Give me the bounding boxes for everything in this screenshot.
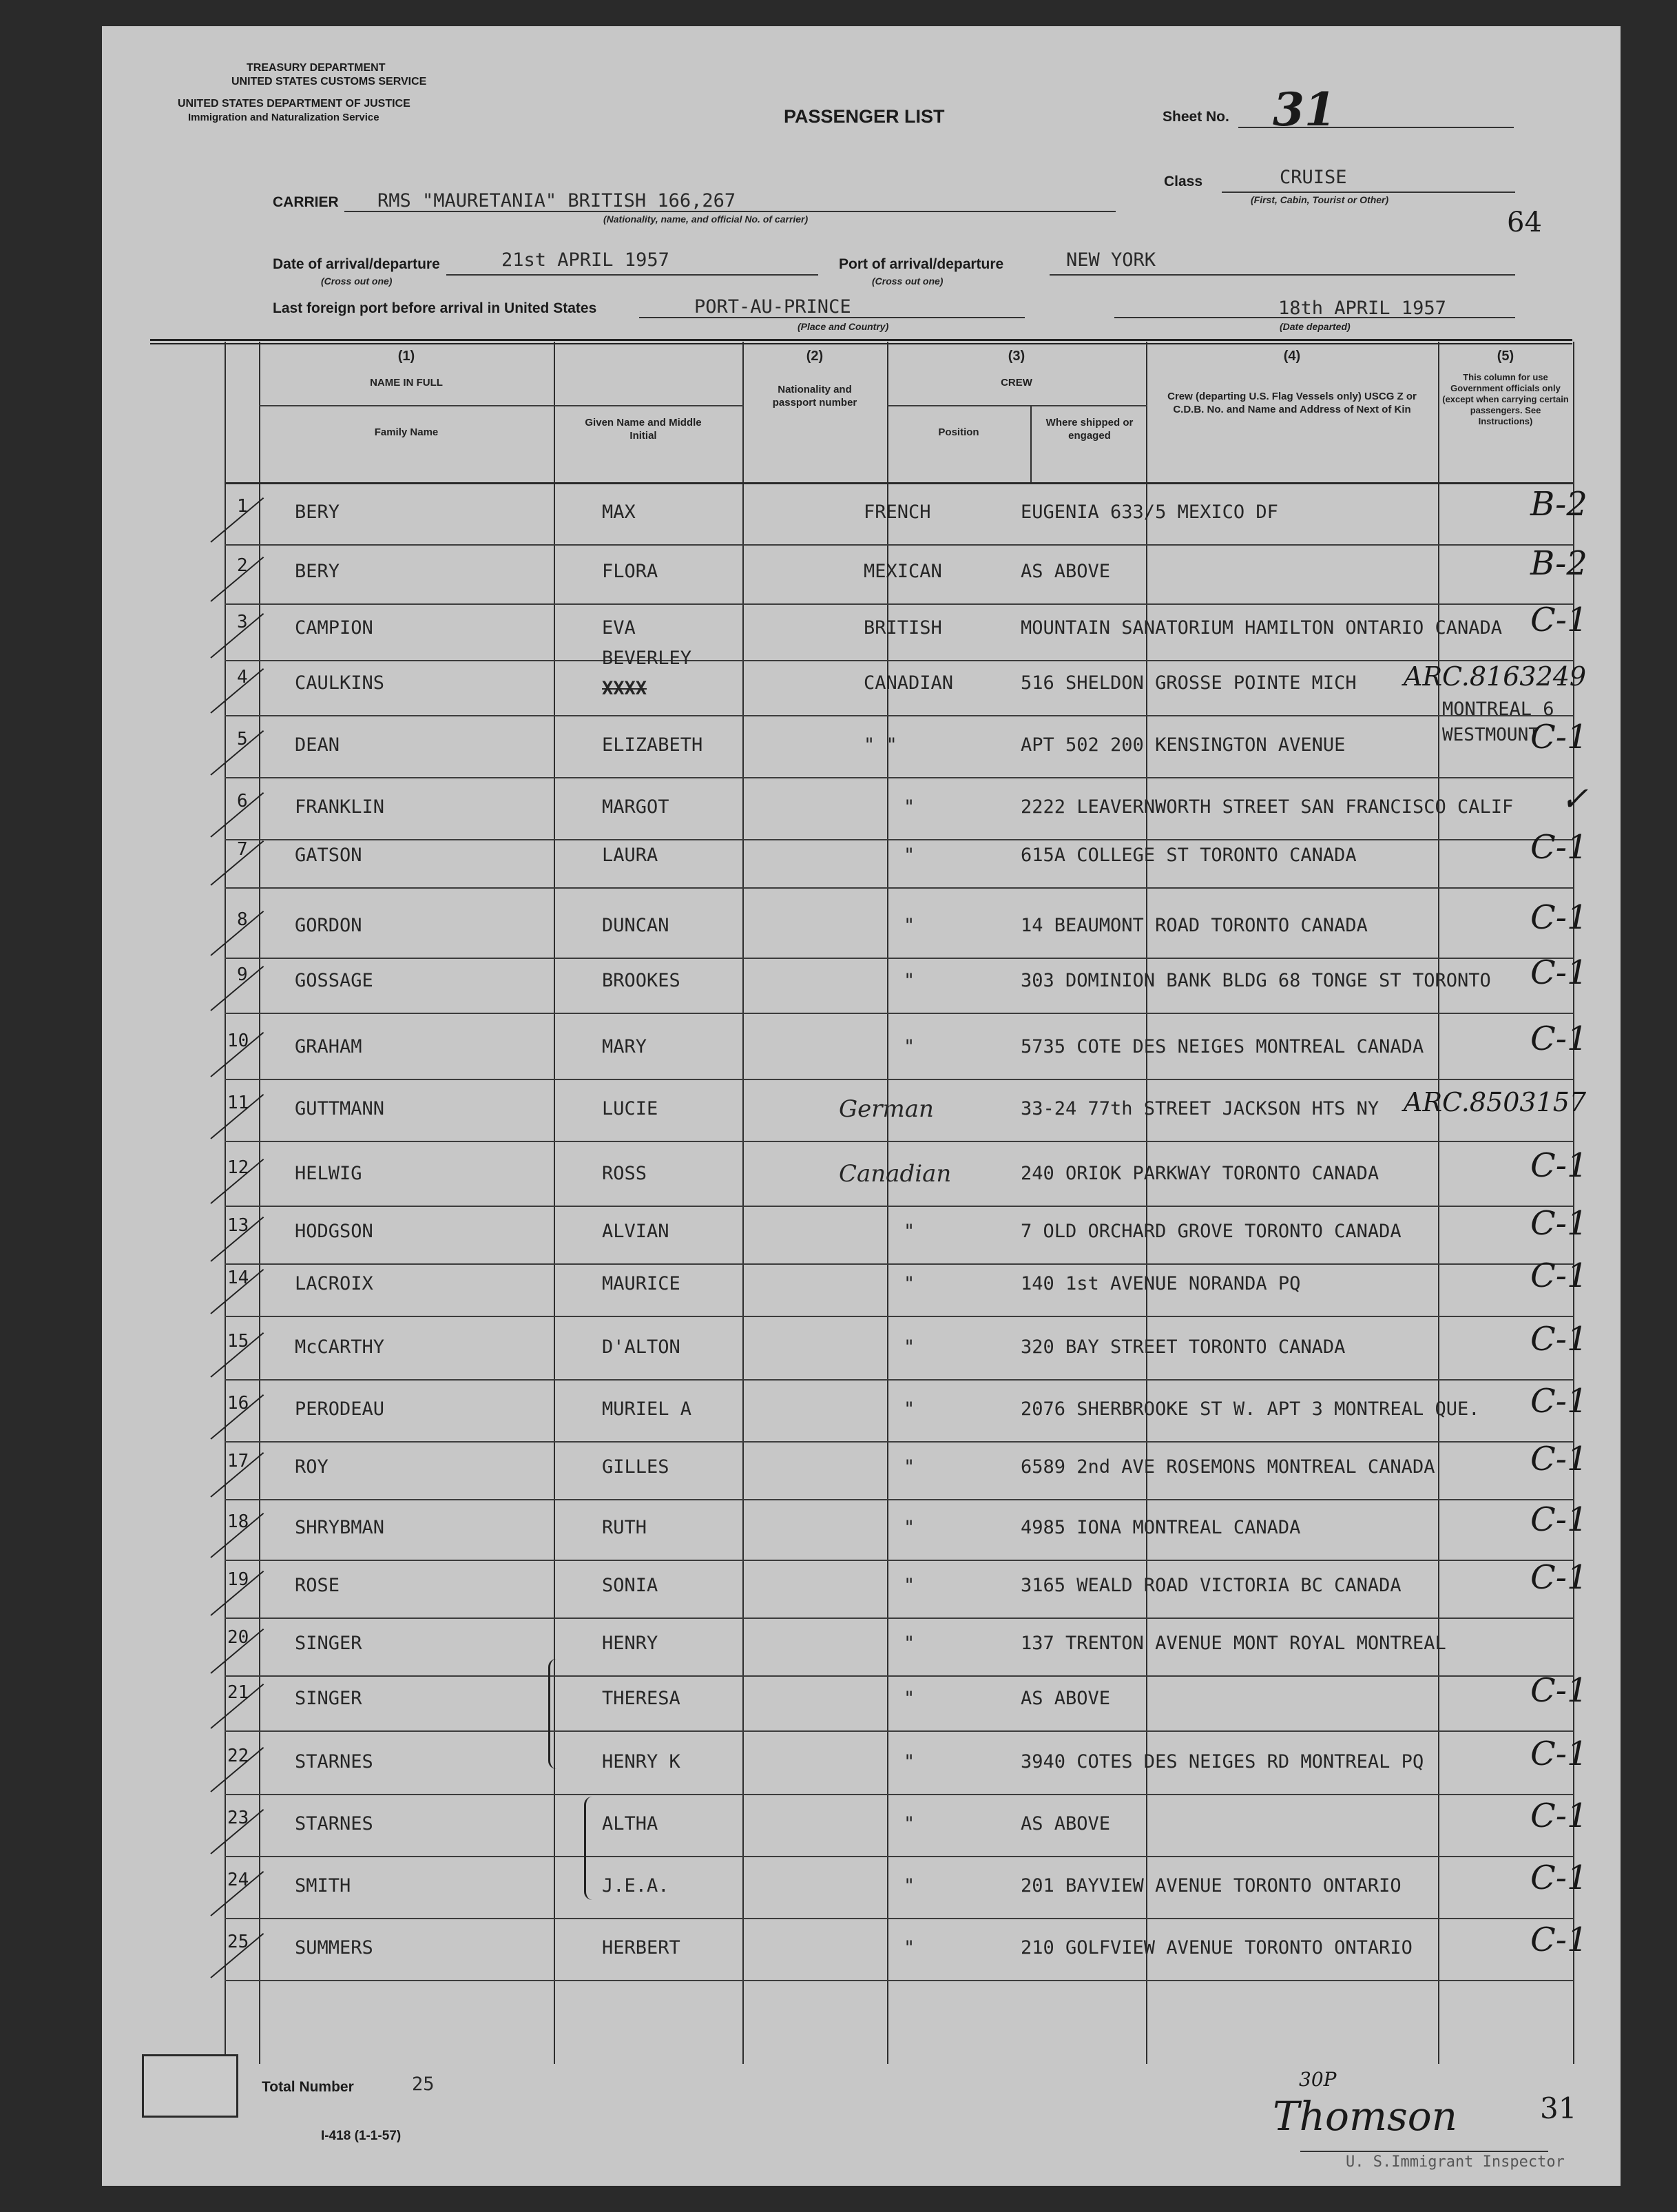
port-value: NEW YORK [1066, 249, 1156, 271]
given-name: ROSS [602, 1163, 647, 1184]
row-divider [225, 1441, 1573, 1443]
given-name: ALTHA [602, 1813, 658, 1834]
col1-family-header: Family Name [374, 426, 439, 438]
given-name-struck: XXXX [602, 678, 647, 699]
lastport-caption: (Place and Country) [798, 321, 889, 332]
nationality: " [904, 915, 915, 936]
carrier-label: CARRIER [273, 194, 339, 210]
address-next-of-kin: 2076 SHERBROOKE ST W. APT 3 MONTREAL QUE. [1021, 1398, 1480, 1420]
signature-count: 31 [1540, 2091, 1577, 2125]
nationality: " [904, 1875, 915, 1896]
row-number: 24 [227, 1870, 249, 1890]
carrier-value: RMS "MAURETANIA" BRITISH 166,267 [377, 190, 736, 211]
address-next-of-kin: 137 TRENTON AVENUE MONT ROYAL MONTREAL [1021, 1633, 1446, 1654]
nationality: " [904, 1036, 915, 1057]
col5-title: This column for use Government officials only (except when carrying certain passengers. See Instructions) [1442, 372, 1569, 426]
family-name: ROY [295, 1456, 329, 1478]
family-name: GUTTMANN [295, 1098, 385, 1119]
address-next-of-kin: 140 1st AVENUE NORANDA PQ [1021, 1273, 1301, 1294]
given-name: MAX [602, 502, 636, 523]
family-name: BERY [295, 561, 340, 582]
class-label: Class [1164, 174, 1203, 189]
form-number: I-418 (1-1-57) [321, 2129, 402, 2143]
nationality: German [839, 1095, 934, 1123]
col4-number: (4) [1283, 349, 1301, 364]
inspector-mark: C-1 [1530, 1320, 1588, 1358]
inspector-mark: C-1 [1530, 1440, 1588, 1478]
address-next-of-kin: AS ABOVE [1021, 1813, 1111, 1834]
row-divider [225, 1560, 1573, 1561]
inspector-mark: C-1 [1530, 601, 1588, 639]
address-extra-2: WESTMOUNT [1442, 725, 1539, 745]
col3-number: (3) [1008, 349, 1025, 364]
row-divider [225, 958, 1573, 959]
given-name: BROOKES [602, 970, 680, 991]
row-divider [225, 1794, 1573, 1795]
nationality: FRENCH [864, 502, 931, 523]
inspector-mark: C-1 [1530, 1500, 1588, 1539]
address-next-of-kin: 6589 2nd AVE ROSEMONS MONTREAL CANADA [1021, 1456, 1435, 1478]
date-caption: (Cross out one) [321, 276, 393, 287]
given-name: BEVERLEY [602, 648, 692, 669]
address-next-of-kin: 7 OLD ORCHARD GROVE TORONTO CANADA [1021, 1221, 1402, 1242]
given-name: SONIA [602, 1575, 658, 1596]
address-next-of-kin: 3165 WEALD ROAD VICTORIA BC CANADA [1021, 1575, 1402, 1596]
agency-line-1: TREASURY DEPARTMENT [247, 62, 386, 74]
given-name: LUCIE [602, 1098, 658, 1119]
col1-given-header: Given Name and Middle Initial [585, 417, 702, 442]
handwritten-bracket [548, 1659, 560, 1769]
family-name: SUMMERS [295, 1937, 373, 1958]
address-next-of-kin: 516 SHELDON GROSSE POINTE MICH [1021, 672, 1357, 694]
row-number: 18 [227, 1511, 249, 1532]
class-value: CRUISE [1280, 167, 1347, 188]
row-divider [225, 1141, 1573, 1142]
nationality: " [904, 1273, 915, 1294]
nationality: " [904, 1221, 915, 1242]
inspector-mark: C-1 [1530, 1204, 1588, 1243]
row-number: 12 [227, 1157, 249, 1178]
signature-note: 30P [1299, 2068, 1337, 2091]
row-number: 11 [227, 1093, 249, 1113]
family-name: GOSSAGE [295, 970, 373, 991]
row-number: 13 [227, 1215, 249, 1236]
row-number: 2 [237, 555, 248, 576]
address-next-of-kin: 615A COLLEGE ST TORONTO CANADA [1021, 845, 1357, 866]
row-divider [225, 1379, 1573, 1381]
row-divider [225, 839, 1573, 840]
row-number: 16 [227, 1393, 249, 1414]
inspector-mark: B-2 [1530, 485, 1587, 524]
family-name: STARNES [295, 1751, 373, 1772]
inspector-mark: C-1 [1530, 828, 1588, 867]
inspector-mark: C-1 [1530, 1921, 1588, 1959]
inspector-mark: C-1 [1530, 718, 1588, 756]
carrier-caption: (Nationality, name, and official No. of carrier) [603, 214, 809, 225]
nationality: " [904, 1517, 915, 1538]
col4-title: Crew (departing U.S. Flag Vessels only) USCG Z or C.D.B. No. and Name and Address of Next of Kin [1167, 391, 1417, 415]
given-name: MAURICE [602, 1273, 680, 1294]
address-next-of-kin: 33-24 77th STREET JACKSON HTS NY [1021, 1098, 1379, 1119]
inspector-mark: ARC.8503157 [1404, 1087, 1587, 1117]
given-name: GILLES [602, 1456, 669, 1478]
family-name: PERODEAU [295, 1398, 385, 1420]
col3-title: CREW [1001, 377, 1032, 389]
departed-caption: (Date departed) [1280, 321, 1351, 332]
family-name: SINGER [295, 1633, 362, 1654]
inspector-mark: ✓ [1561, 780, 1589, 818]
family-name: HELWIG [295, 1163, 362, 1184]
given-name: HERBERT [602, 1937, 680, 1958]
sheet-number: 31 [1273, 83, 1336, 136]
address-next-of-kin: 240 ORIOK PARKWAY TORONTO CANADA [1021, 1163, 1379, 1184]
col5-number: (5) [1497, 349, 1514, 364]
row-divider [225, 1730, 1573, 1732]
inspector-mark: C-1 [1530, 1671, 1588, 1710]
family-name: SINGER [295, 1688, 362, 1709]
row-number: 5 [237, 729, 248, 750]
family-name: GRAHAM [295, 1036, 362, 1057]
inspector-caption: U. S.Immigrant Inspector [1346, 2153, 1565, 2171]
address-next-of-kin: 201 BAYVIEW AVENUE TORONTO ONTARIO [1021, 1875, 1402, 1896]
family-name: BERY [295, 502, 340, 523]
family-name: SMITH [295, 1875, 351, 1896]
row-divider [225, 1856, 1573, 1857]
inspector-mark: C-1 [1530, 898, 1588, 937]
port-label: Port of arrival/departure [839, 256, 1004, 272]
row-number: 10 [227, 1031, 249, 1051]
inspector-mark: C-1 [1530, 1257, 1588, 1295]
nationality: " [904, 1751, 915, 1772]
col2-number: (2) [806, 349, 824, 364]
family-name: SHRYBMAN [295, 1517, 385, 1538]
address-next-of-kin: 3940 COTES DES NEIGES RD MONTREAL PQ [1021, 1751, 1424, 1772]
row-number: 23 [227, 1808, 249, 1828]
nationality: " [904, 1813, 915, 1834]
nationality: " [904, 796, 915, 818]
row-divider [225, 715, 1573, 716]
given-name: DUNCAN [602, 915, 669, 936]
row-number: 22 [227, 1746, 249, 1766]
page-number: 64 [1507, 207, 1542, 238]
given-name: HENRY [602, 1633, 658, 1654]
row-divider [225, 887, 1573, 889]
family-name: GORDON [295, 915, 362, 936]
row-divider [225, 1918, 1573, 1919]
nationality: " [904, 1633, 915, 1654]
given-name: EVA [602, 617, 636, 639]
nationality: CANADIAN [864, 672, 954, 694]
row-divider [225, 660, 1573, 661]
address-next-of-kin: APT 502 200 KENSINGTON AVENUE [1021, 734, 1346, 756]
given-name: ALVIAN [602, 1221, 669, 1242]
inspector-mark: C-1 [1530, 1020, 1588, 1058]
family-name: ROSE [295, 1575, 340, 1596]
address-next-of-kin: AS ABOVE [1021, 561, 1111, 582]
inspector-mark: C-1 [1530, 1735, 1588, 1773]
sheet-label: Sheet No. [1163, 109, 1229, 125]
col3-position-header: Position [938, 426, 979, 438]
row-number: 19 [227, 1569, 249, 1590]
address-next-of-kin: AS ABOVE [1021, 1688, 1111, 1709]
row-number: 21 [227, 1682, 249, 1703]
row-number: 14 [227, 1268, 249, 1288]
given-name: MURIEL A [602, 1398, 692, 1420]
agency-line-2: UNITED STATES CUSTOMS SERVICE [231, 76, 427, 87]
address-next-of-kin: 320 BAY STREET TORONTO CANADA [1021, 1336, 1346, 1358]
col1-title: NAME IN FULL [370, 377, 443, 389]
address-next-of-kin: 14 BEAUMONT ROAD TORONTO CANADA [1021, 915, 1368, 936]
row-divider [225, 603, 1573, 605]
row-divider [225, 544, 1573, 546]
family-name: STARNES [295, 1813, 373, 1834]
address-next-of-kin: 5735 COTE DES NEIGES MONTREAL CANADA [1021, 1036, 1424, 1057]
stamp-box [142, 2054, 238, 2118]
row-divider [225, 1013, 1573, 1014]
given-name: LAURA [602, 845, 658, 866]
family-name: CAULKINS [295, 672, 385, 694]
row-number: 7 [237, 839, 248, 860]
given-name: FLORA [602, 561, 658, 582]
row-divider [225, 1499, 1573, 1500]
passenger-list-sheet [102, 26, 1621, 2186]
nationality: " [904, 1456, 915, 1478]
inspector-mark: B-2 [1530, 544, 1587, 583]
row-number: 20 [227, 1627, 249, 1648]
row-divider [225, 1617, 1573, 1619]
row-number: 4 [237, 667, 248, 688]
col3-where-header: Where shipped or engaged [1045, 417, 1134, 442]
address-next-of-kin: 210 GOLFVIEW AVENUE TORONTO ONTARIO [1021, 1937, 1413, 1958]
family-name: McCARTHY [295, 1336, 385, 1358]
inspector-mark: C-1 [1530, 1797, 1588, 1835]
address-next-of-kin: 2222 LEAVERNWORTH STREET SAN FRANCISCO CALIF [1021, 796, 1514, 818]
family-name: GATSON [295, 845, 362, 866]
address-next-of-kin: 303 DOMINION BANK BLDG 68 TONGE ST TORONTO [1021, 970, 1491, 991]
family-name: DEAN [295, 734, 340, 756]
family-name: LACROIX [295, 1273, 373, 1294]
row-number: 6 [237, 791, 248, 812]
nationality: " [904, 1688, 915, 1709]
given-name: J.E.A. [602, 1875, 669, 1896]
row-divider [225, 1980, 1573, 1981]
given-name: MARGOT [602, 796, 669, 818]
handwritten-bracket [584, 1797, 596, 1900]
inspector-mark: C-1 [1530, 1382, 1588, 1420]
row-divider [225, 1675, 1573, 1677]
inspector-mark: C-1 [1530, 953, 1588, 992]
row-number: 15 [227, 1331, 249, 1352]
nationality: " [904, 1937, 915, 1958]
nationality: " [904, 1336, 915, 1358]
nationality: BRITISH [864, 617, 942, 639]
nationality: Canadian [839, 1160, 952, 1188]
given-name: RUTH [602, 1517, 647, 1538]
row-divider [225, 1316, 1573, 1317]
row-number: 9 [237, 964, 248, 985]
total-label: Total Number [262, 2079, 354, 2095]
date-label: Date of arrival/departure [273, 256, 440, 272]
row-divider [225, 1206, 1573, 1207]
class-caption: (First, Cabin, Tourist or Other) [1251, 194, 1389, 205]
row-number: 17 [227, 1451, 249, 1471]
family-name: HODGSON [295, 1221, 373, 1242]
inspector-mark: ARC.8163249 [1404, 661, 1587, 692]
nationality: " " [864, 734, 897, 756]
inspector-mark: C-1 [1530, 1558, 1588, 1597]
port-caption: (Cross out one) [872, 276, 944, 287]
given-name: D'ALTON [602, 1336, 680, 1358]
lastport-label: Last foreign port before arrival in United States [273, 300, 597, 316]
inspector-mark: C-1 [1530, 1859, 1588, 1897]
agency-line-4: Immigration and Naturalization Service [188, 112, 379, 123]
date-value: 21st APRIL 1957 [501, 249, 669, 271]
agency-line-3: UNITED STATES DEPARTMENT OF JUSTICE [178, 98, 410, 110]
address-extra: MONTREAL 6 [1442, 699, 1554, 720]
lastport-value: PORT-AU-PRINCE [694, 296, 851, 318]
family-name: FRANKLIN [295, 796, 385, 818]
col1-number: (1) [397, 349, 415, 364]
nationality: " [904, 970, 915, 991]
col2-title: Nationality and passport number [772, 384, 857, 409]
address-next-of-kin: 4985 IONA MONTREAL CANADA [1021, 1517, 1301, 1538]
address-next-of-kin: MOUNTAIN SANATORIUM HAMILTON ONTARIO CANADA [1021, 617, 1502, 639]
nationality: " [904, 845, 915, 866]
row-number: 25 [227, 1932, 249, 1952]
row-number: 3 [237, 612, 248, 632]
address-next-of-kin: EUGENIA 633/5 MEXICO DF [1021, 502, 1278, 523]
given-name: HENRY K [602, 1751, 680, 1772]
total-value: 25 [412, 2074, 435, 2095]
nationality: " [904, 1398, 915, 1420]
row-divider [225, 1079, 1573, 1080]
departed-value: 18th APRIL 1957 [1278, 298, 1446, 319]
inspector-signature: Thomson [1273, 2093, 1457, 2140]
inspector-mark: C-1 [1530, 1146, 1588, 1185]
family-name: CAMPION [295, 617, 373, 639]
given-name: MARY [602, 1036, 647, 1057]
row-divider [225, 777, 1573, 778]
given-name: ELIZABETH [602, 734, 703, 756]
row-number: 1 [237, 496, 248, 517]
row-number: 8 [237, 909, 248, 930]
given-name: THERESA [602, 1688, 680, 1709]
nationality: " [904, 1575, 915, 1596]
nationality: MEXICAN [864, 561, 942, 582]
page-title: PASSENGER LIST [784, 106, 945, 127]
row-divider [225, 1263, 1573, 1265]
